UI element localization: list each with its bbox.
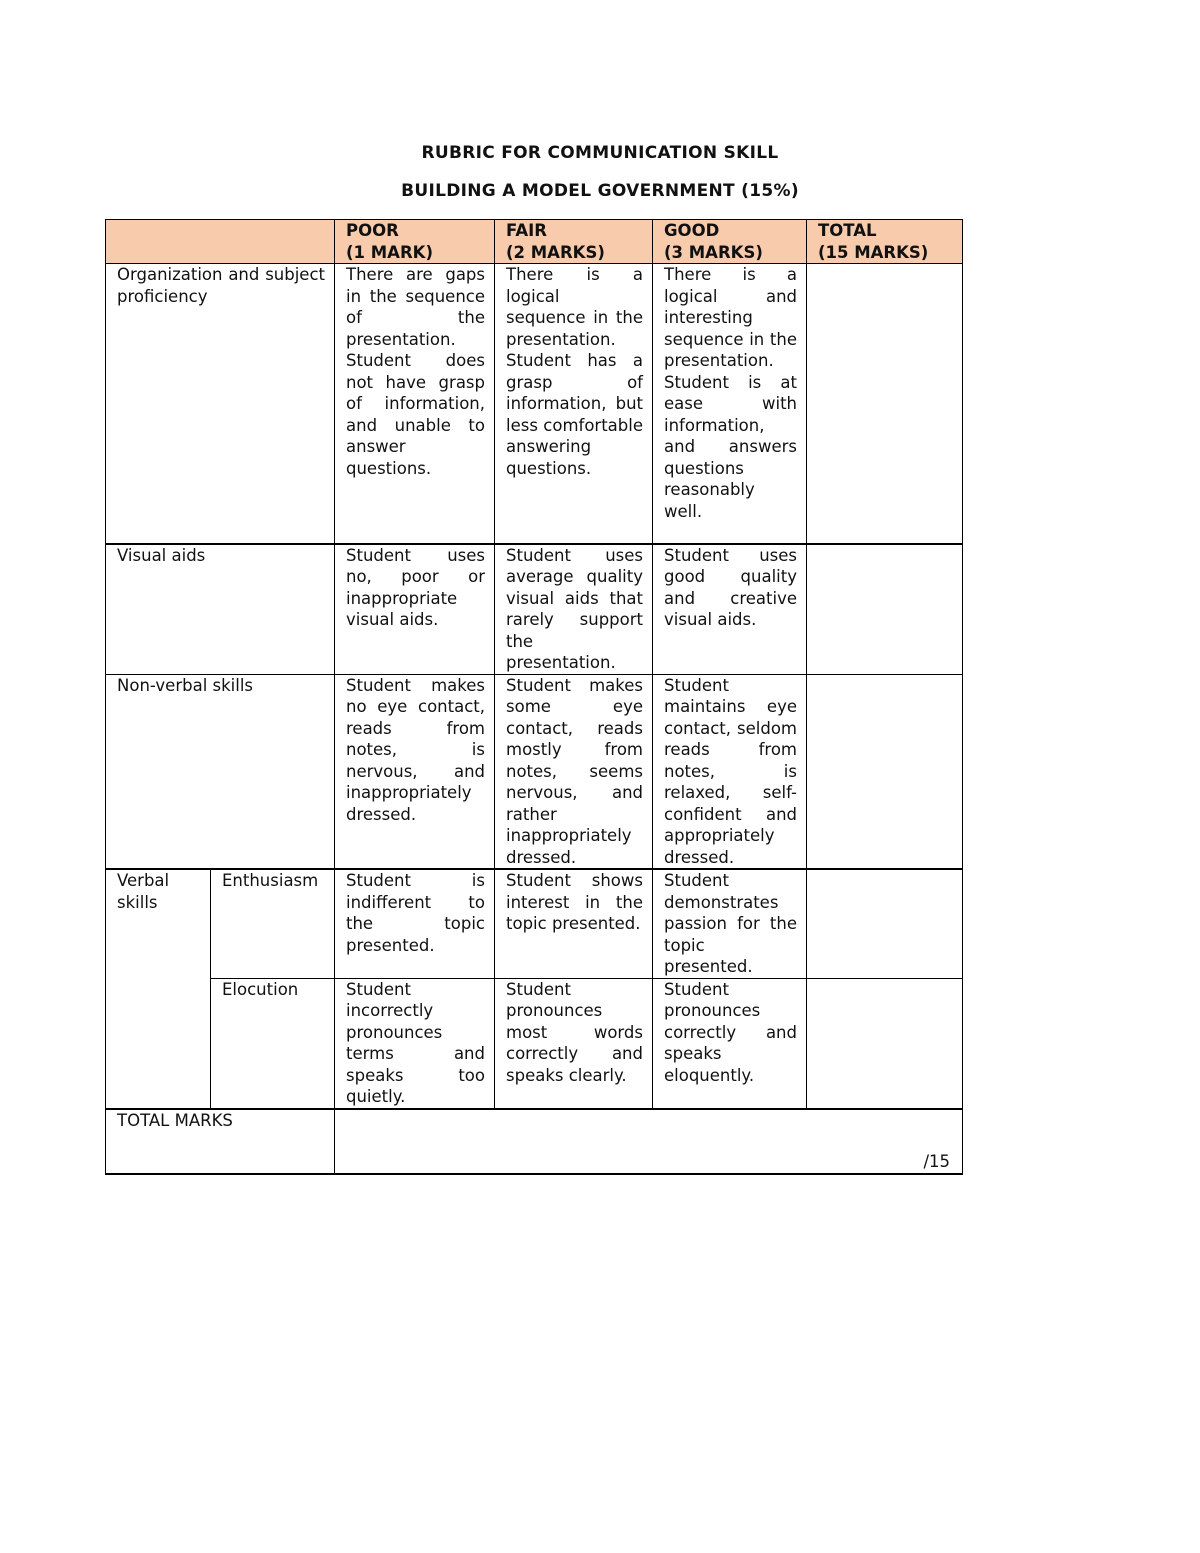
- header-poor: POOR (1 MARK): [335, 220, 495, 264]
- fair-cell: Student makes some eye contact, reads mostly from notes, seems nervous, and rather inappropriately dressed.: [495, 674, 653, 869]
- poor-cell: Student incorrectly pronounces terms and speaks too quietly.: [335, 978, 495, 1109]
- header-total: TOTAL (15 MARKS): [807, 220, 963, 264]
- good-cell: Student demonstrates passion for the topic presented.: [653, 869, 807, 978]
- criterion-cell: Elocution: [211, 978, 335, 1109]
- total-marks-row: [106, 1109, 963, 1174]
- fair-cell: Student uses average quality visual aids that rarely support the presentation.: [495, 544, 653, 675]
- total-cell: [807, 264, 963, 544]
- poor-cell: Student makes no eye contact, reads from notes, is nervous, and inappropriately dressed.: [335, 674, 495, 869]
- total-score: /15: [923, 1152, 950, 1171]
- criterion-cell: Organization and subject proficiency: [106, 264, 335, 544]
- fair-cell: There is a logical sequence in the presentation. Student has a grasp of information, but less comfortable answering questions.: [495, 264, 653, 544]
- table-row: [106, 264, 963, 544]
- good-cell: There is a logical and interesting sequence in the presentation. Student is at ease with information, and answers questions reasonably well.: [653, 264, 807, 544]
- header-good: GOOD (3 MARKS): [653, 220, 807, 264]
- rubric-table: [105, 219, 963, 1175]
- total-cell: [807, 544, 963, 675]
- total-cell: [807, 869, 963, 978]
- total-marks-label: TOTAL MARKS: [106, 1109, 335, 1174]
- header-fair: FAIR (2 MARKS): [495, 220, 653, 264]
- total-cell: [807, 978, 963, 1109]
- table-row: [106, 674, 963, 869]
- table-row: [106, 869, 963, 978]
- good-cell: Student maintains eye contact, seldom reads from notes, is relaxed, self-confident and appropriately dressed.: [653, 674, 807, 869]
- table-row: [106, 978, 963, 1109]
- table-row: [106, 544, 963, 675]
- good-cell: Student pronounces correctly and speaks eloquently.: [653, 978, 807, 1109]
- criterion-cell: Non-verbal skills: [106, 674, 335, 869]
- poor-cell: There are gaps in the sequence of the presentation. Student does not have grasp of information, and unable to answer questions.: [335, 264, 495, 544]
- verbal-skills-group-cell: Verbal skills: [106, 869, 211, 1109]
- header-row: [106, 220, 963, 264]
- good-cell: Student uses good quality and creative visual aids.: [653, 544, 807, 675]
- poor-cell: Student uses no, poor or inappropriate visual aids.: [335, 544, 495, 675]
- fair-cell: Student pronounces most words correctly and speaks clearly.: [495, 978, 653, 1109]
- total-cell: [807, 674, 963, 869]
- header-criterion-cell: [106, 220, 335, 264]
- poor-cell: Student is indifferent to the topic presented.: [335, 869, 495, 978]
- total-marks-score-cell: [335, 1109, 963, 1174]
- fair-cell: Student shows interest in the topic presented.: [495, 869, 653, 978]
- document-title: RUBRIC FOR COMMUNICATION SKILL: [421, 143, 779, 163]
- criterion-cell: Visual aids: [106, 544, 335, 675]
- criterion-cell: Enthusiasm: [211, 869, 335, 978]
- document-subtitle: BUILDING A MODEL GOVERNMENT (15%): [401, 181, 799, 201]
